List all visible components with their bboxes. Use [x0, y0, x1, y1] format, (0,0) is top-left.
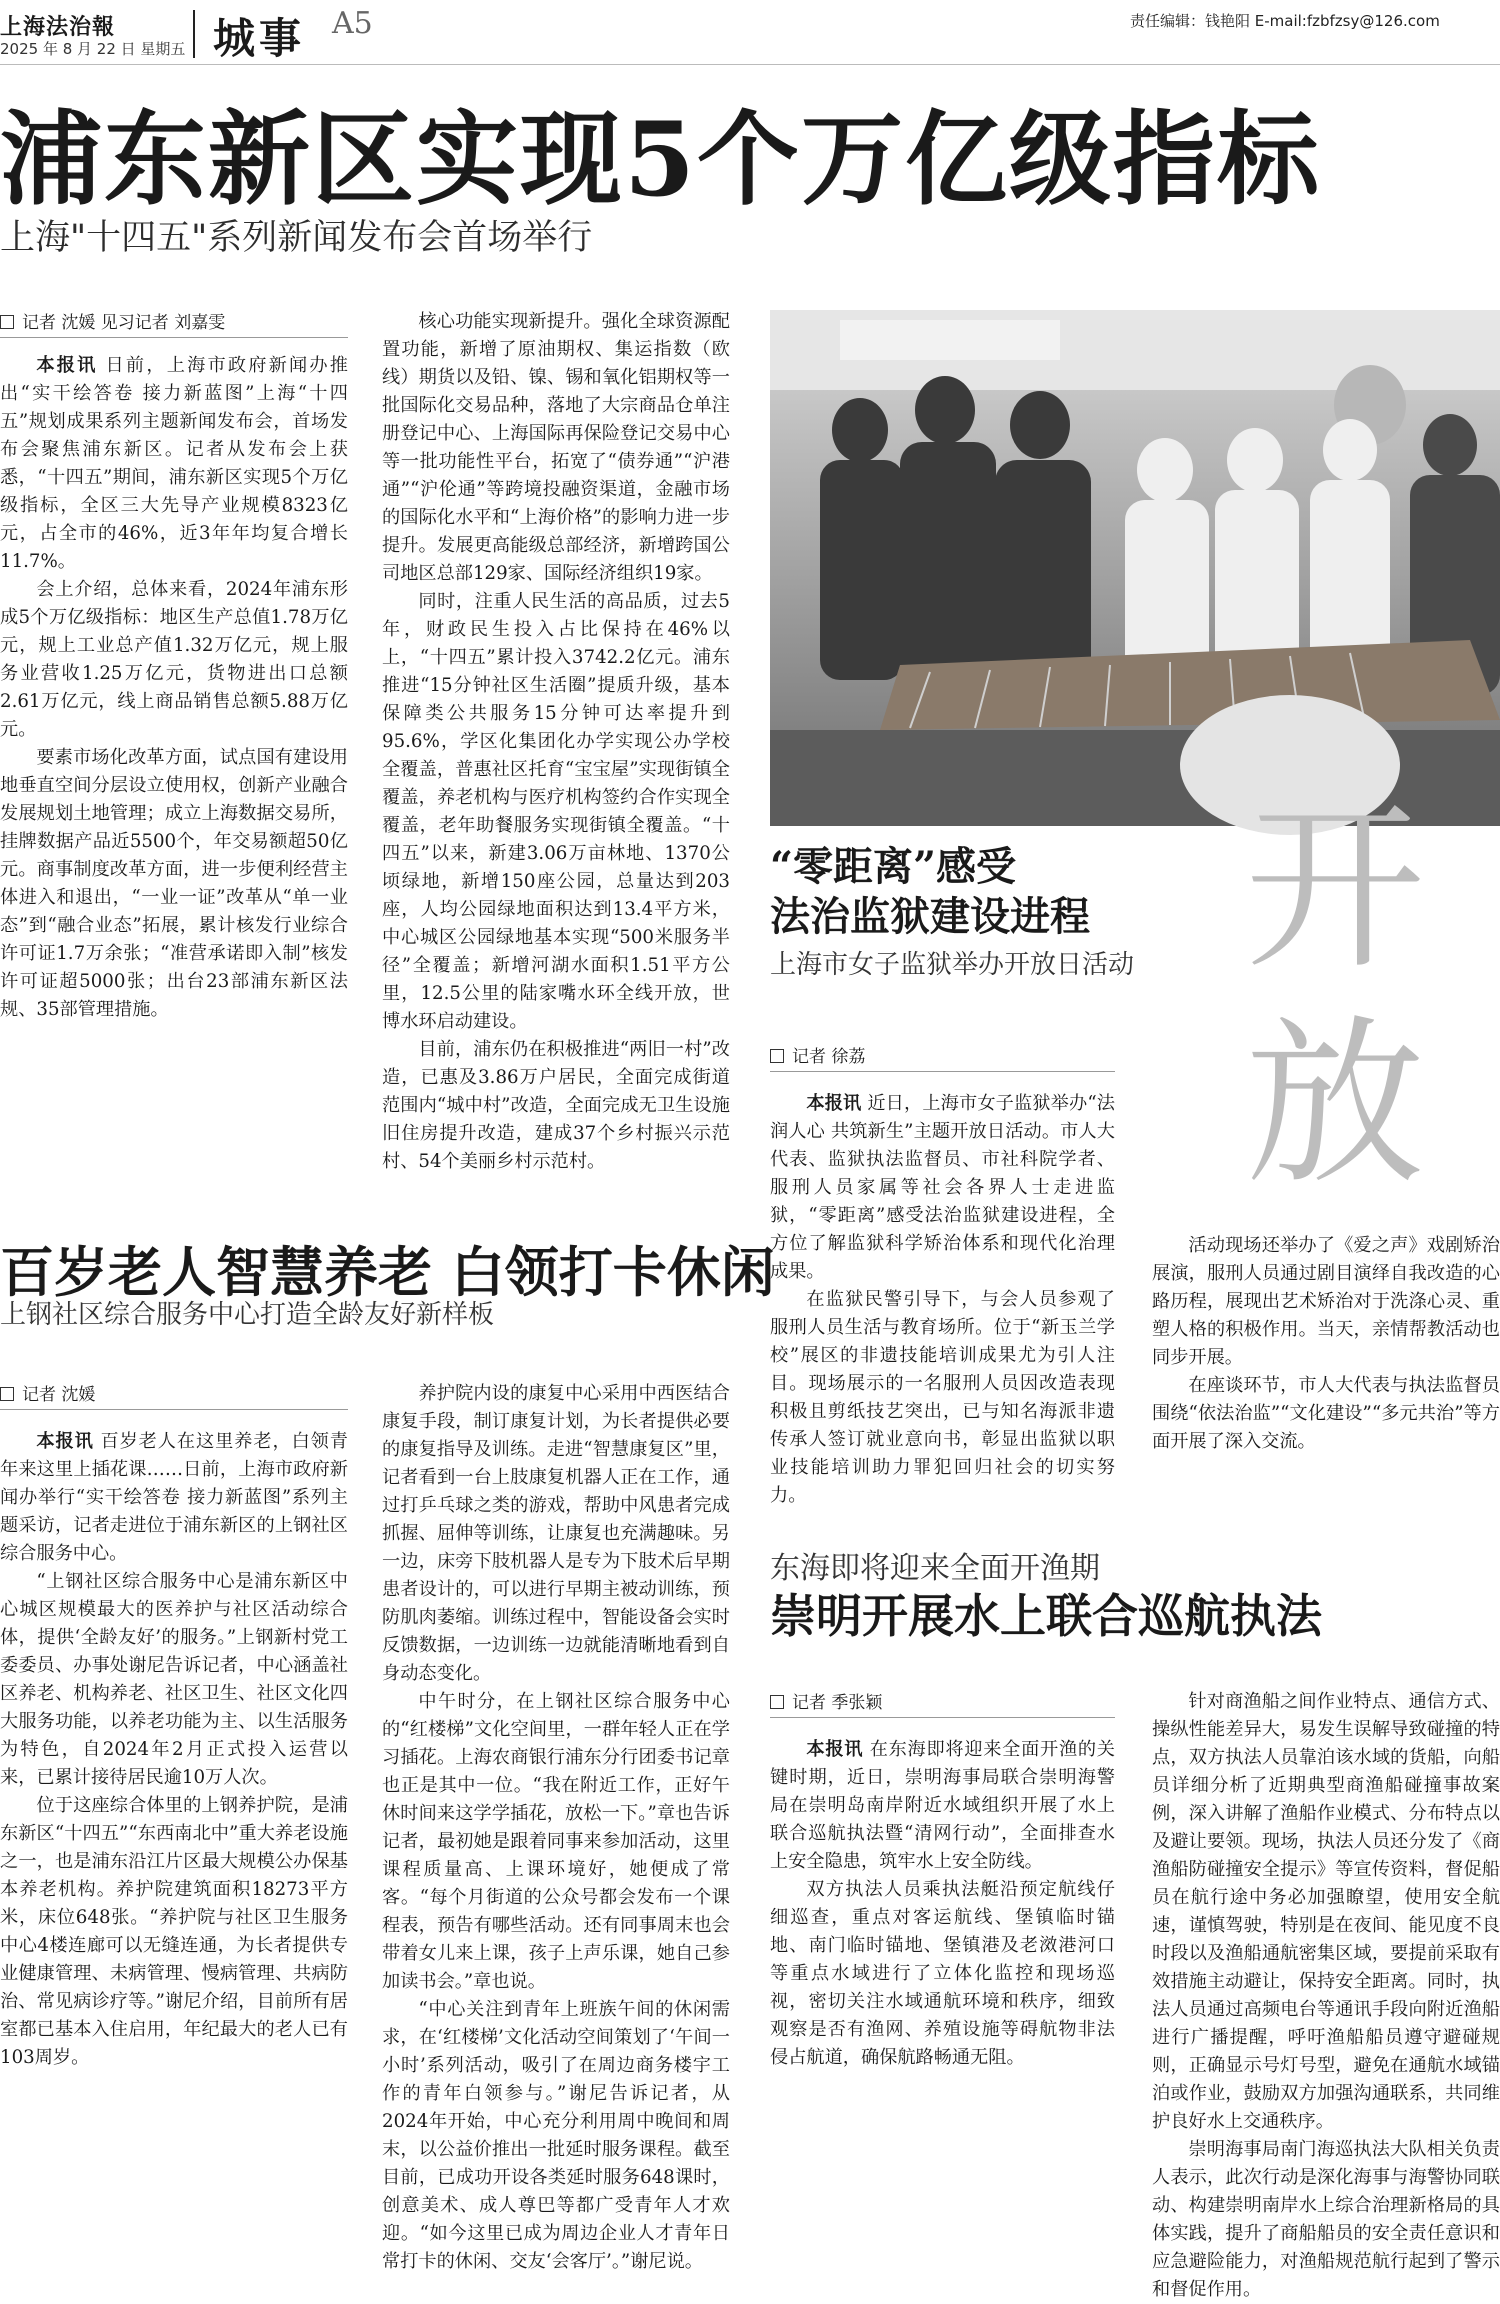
article2-byline	[0, 1380, 95, 1405]
section-title: 城事	[213, 14, 306, 63]
article4-byline-rule	[770, 1717, 1115, 1718]
article3-headline	[770, 842, 1090, 942]
article3-byline-rule	[770, 1071, 1115, 1072]
article4-headline: 崇明开展水上联合巡航执法	[770, 1589, 1322, 1643]
article4-para-4: 崇明海事局南门海巡执法大队相关负责人表示，此次行动是深化海事与海警协同联动、构建崇明南岸水上综合治理新格局的具体实践，提升了商船船员的安全责任意识和应急避险能力，对渔船规范航行起到了警示和督促作用。	[1152, 2139, 1500, 2300]
article2-byline-rule	[0, 1409, 348, 1410]
article3-headline-line1: “零距离”感受	[770, 843, 1017, 890]
article3-lead: 本报讯	[806, 1093, 862, 1114]
article1-para-5: 同时，注重人民生活的高品质，过去5年，财政民生投入占比保持在46%以上，“十四五”累计投入3742.2亿元。浦东推进“15分钟社区生活圈”提质升级，基本保障类公共服务15分钟可达率提升到95.6%，学区化集团化办学实现公办学校全覆盖，普惠社区托育“宝宝屋”实现街镇全覆盖，养老机构与医疗机构签约合作实现全覆盖，老年助餐服务实现街镇全覆盖。“十四五”以来，新建3.06万亩林地、1370公顷绿地，新增150座公园，总量达到203座，人均公园绿地面积达到13.4平方米，中心城区公园绿地基本实现“500米服务半径”全覆盖；新增河湖水面积1.51平方公里，12.5公里的陆家嘴水环全线开放，世博水环启动建设。	[382, 591, 730, 1032]
article2-col2	[382, 1380, 730, 2276]
article2-para-3: 位于这座综合体里的上钢养护院，是浦东新区“十四五”“东西南北中”重大养老设施之一，也是浦东沿江片区最大规模公办保基本养老机构。养护院建筑面积18273平方米，床位648张。“养护院与社区卫生服务中心4楼连廊可以无缝连通，为长者提供专业健康管理、未病管理、慢病管理、共病防治、常见病诊疗等。”谢尼介绍，目前所有居室都已基本入住启用，年纪最大的老人已有103周岁。	[0, 1795, 348, 2068]
article3-para-3: 活动现场还举办了《爱之声》戏剧矫治展演，服刑人员通过剧目演绎自我改造的心路历程，展现出艺术矫治对于洗涤心灵、重塑人格的积极作用。当天，亲情帮教活动也同步开展。	[1152, 1235, 1500, 1368]
masthead: 上海法治報	[0, 14, 116, 40]
article2-para-4: 养护院内设的康复中心采用中西医结合康复手段，制订康复计划，为长者提供必要的康复指导及训练。走进“智慧康复区”里，记者看到一台上肢康复机器人正在工作，通过打乒乓球之类的游戏，帮助中风患者完成抓握、屈伸等训练，让康复也充满趣味。另一边，床旁下肢机器人是专为下肢术后早期患者设计的，可以进行早期主被动训练，预防肌肉萎缩。训练过程中，智能设备会实时反馈数据，一边训练一边就能清晰地看到自身动态变化。	[382, 1383, 730, 1684]
article4-para-2: 双方执法人员乘执法艇沿预定航线仔细巡查，重点对客运航线、堡镇临时锚地、南门临时锚地、堡镇港及老滧港河口等重点水域进行了立体化监控和现场巡视，密切关注水域通航环境和秩序，细致观察是否有渔网、养殖设施等碍航物非法侵占航道，确保航路畅通无阻。	[770, 1879, 1115, 2068]
article3-col1	[770, 1090, 1115, 1510]
article1-para-6: 目前，浦东仍在积极推进“两旧一村”改造，已惠及3.86万户居民，全面完成街道范围内“城中村”改造，全面完成无卫生设施旧住房提升改造，建成37个乡村振兴示范村、54个美丽乡村示范村。	[382, 1039, 730, 1172]
header-rule	[0, 64, 1500, 65]
article1-col2	[382, 308, 730, 1176]
article2-para-1: 本报讯 百岁老人在这里养老，白领青年来这里上插花课……日前，上海市政府新闻办举行“实干绘答卷 接力新蓝图”系列主题采访，记者走进位于浦东新区的上钢社区综合服务中心。	[0, 1431, 348, 1564]
photo-illustration	[770, 310, 1500, 826]
article2-byline-text: 记者 沈媛	[22, 1385, 96, 1405]
news-photo	[770, 310, 1500, 826]
article1-para-3: 要素市场化改革方面，试点国有建设用地垂直空间分层设立使用权，创新产业融合发展规划土地管理；成立上海数据交易所，挂牌数据产品近5500个，年交易额超50亿元。商事制度改革方面，进一步便利经营主体进入和退出，“一业一证”改革从“单一业态”到“融合业态”拓展，累计核发行业综合许可证1.7万余张；“准营承诺即入制”核发许可证超5000张；出台23部浦东新区法规、35部管理措施。	[0, 747, 348, 1020]
article4-col1	[770, 1736, 1115, 2072]
article2-headline: 百岁老人智慧养老 白领打卡休闲	[0, 1240, 775, 1304]
editor-info: 责任编辑：钱艳阳 E-mail:fzbfzsy@126.com	[1130, 12, 1440, 30]
article3-headline-line2: 法治监狱建设进程	[770, 893, 1090, 940]
article1-byline-text: 记者 沈媛 见习记者 刘嘉雯	[22, 313, 226, 333]
article3-para-4: 在座谈环节，市人大代表与执法监督员围绕“依法治监”“文化建设”“多元共治”等方面开展了深入交流。	[1152, 1375, 1500, 1452]
article4-col2	[1152, 1688, 1500, 2304]
article1-headline: 浦东新区实现5个万亿级指标	[0, 100, 1321, 220]
article3-col2	[1152, 1232, 1500, 1456]
article1-lead: 本报讯	[36, 355, 98, 376]
article4-lead: 本报讯	[806, 1739, 864, 1760]
article1-byline	[0, 308, 225, 333]
article1-para-1: 本报讯 日前，上海市政府新闻办推出“实干绘答卷 接力新蓝图”上海“十四五”规划成果系列主题新闻发布会，首场发布会聚焦浦东新区。记者从发布会上获悉，“十四五”期间，浦东新区实现5个万亿级指标，全区三大先导产业规模8323亿元，占全市的46%，近3年年均复合增长11.7%。	[0, 355, 348, 572]
article4-para-3: 针对商渔船之间作业特点、通信方式、操纵性能差异大，易发生误解导致碰撞的特点，双方执法人员靠泊该水域的货船，向船员详细分析了近期典型商渔船碰撞事故案例，深入讲解了渔船作业模式、分布特点以及避让要领。现场，执法人员还分发了《商渔船防碰撞安全提示》等宣传资料，督促船员在航行途中务必加强瞭望，使用安全航速，谨慎驾驶，特别是在夜间、能见度不良时段以及渔船通航密集区域，要提前采取有效措施主动避让，保持安全距离。同时，执法人员通过高频电台等通讯手段向附近渔船进行广播提醒，呼吁渔船船员遵守避碰规则，正确显示号灯号型，避免在通航水域锚泊或作业，鼓励双方加强沟通联系，共同维护良好水上交通秩序。	[1152, 1691, 1500, 2132]
article3-para-2: 在监狱民警引导下，与会人员参观了服刑人员生活与教育场所。位于“新玉兰学校”展区的非遗技能培训成果尤为引人注目。现场展示的一名服刑人员因改造表现积极且剪纸技艺突出，已与知名海派非遗传承人签订就业意向书，彰显出监狱以职业技能培训助力罪犯回归社会的切实努力。	[770, 1289, 1115, 1506]
article1-para-4: 核心功能实现新提升。强化全球资源配置功能，新增了原油期权、集运指数（欧线）期货以及铅、镍、锡和氧化铝期权等一批国际化交易品种，落地了大宗商品仓单注册登记中心、上海国际再保险登记交易中心等一批功能性平台，拓宽了“债券通”“沪港通”“沪伦通”等跨境投融资渠道，金融市场的国际化水平和“上海价格”的影响力进一步提升。发展更高能级总部经济，新增跨国公司地区总部129家、国际经济组织19家。	[382, 311, 730, 584]
article1-para-2: 会上介绍，总体来看，2024年浦东形成5个万亿级指标：地区生产总值1.78万亿元，规上工业总产值1.32万亿元，规上服务业营收1.25万亿元，货物进出口总额2.61万亿元，线上商品销售总额5.88万亿元。	[0, 579, 348, 740]
article4-byline	[770, 1688, 882, 1713]
decorative-kai: 开	[1245, 785, 1426, 994]
dateline: 2025 年 8 月 22 日 星期五	[0, 40, 186, 58]
article4-byline-text: 记者 季张颖	[792, 1693, 883, 1713]
article1-subheadline: 上海"十四五"系列新闻发布会首场举行	[0, 218, 593, 258]
article3-byline-text: 记者 徐荔	[792, 1047, 866, 1067]
header-divider	[193, 10, 195, 58]
article2-subheadline: 上钢社区综合服务中心打造全龄友好新样板	[0, 1300, 495, 1330]
article2-para-2: “上钢社区综合服务中心是浦东新区中心城区规模最大的医养护与社区活动综合体，提供‘全龄友好’的服务。”上钢新村党工委委员、办事处谢尼告诉记者，中心涵盖社区养老、机构养老、社区卫生、社区文化四大服务功能，以养老功能为主、以生活服务为特色，自2024年2月正式投入运营以来，已累计接待居民逾10万人次。	[0, 1571, 348, 1788]
article2-para-5: 中午时分，在上钢社区综合服务中心的“红楼梯”文化空间里，一群年轻人正在学习插花。上海农商银行浦东分行团委书记章也正是其中一位。“我在附近工作，正好午休时间来这学学插花，放松一下。”章也告诉记者，最初她是跟着同事来参加活动，这里课程质量高、上课环境好，她便成了常客。“每个月街道的公众号都会发布一个课程表，预告有哪些活动。还有同事周末也会带着女儿来上课，孩子上声乐课，她自己参加读书会。”章也说。	[382, 1691, 730, 1992]
decorative-fang: 放	[1245, 1000, 1426, 1209]
article3-subheadline: 上海市女子监狱举办开放日活动	[770, 950, 1135, 980]
article3-para-1: 本报讯 近日，上海市女子监狱举办“法润人心 共筑新生”主题开放日活动。市人大代表、监狱执法监督员、市社科院学者、服刑人员家属等社会各界人士走进监狱，“零距离”感受法治监狱建设进程，全方位了解监狱科学矫治体系和现代化治理成果。	[770, 1093, 1115, 1282]
article4-kicker: 东海即将迎来全面开渔期	[770, 1551, 1100, 1586]
article1-byline-rule	[0, 337, 348, 338]
article2-para-6: “中心关注到青年上班族午间的休闲需求，在‘红楼梯’文化活动空间策划了‘午间一小时’系列活动，吸引了在周边商务楼宇工作的青年白领参与。”谢尼告诉记者，从2024年开始，中心充分利用周中晚间和周末，以公益价推出一批延时服务课程。截至目前，已成功开设各类延时服务648课时，创意美术、成人尊巴等都广受青年人才欢迎。“如今这里已成为周边企业人才青年日常打卡的休闲、交友‘会客厅’。”谢尼说。	[382, 1999, 730, 2272]
article3-byline	[770, 1042, 865, 1067]
article2-col1	[0, 1428, 348, 2072]
article2-lead: 本报讯	[36, 1431, 94, 1452]
page-number: A5	[332, 6, 373, 41]
article4-para-1: 本报讯 在东海即将迎来全面开渔的关键时期，近日，崇明海事局联合崇明海警局在崇明岛南岸附近水域组织开展了水上联合巡航执法暨“清网行动”，全面排查水上安全隐患，筑牢水上安全防线。	[770, 1739, 1115, 1872]
article1-col1	[0, 352, 348, 1024]
